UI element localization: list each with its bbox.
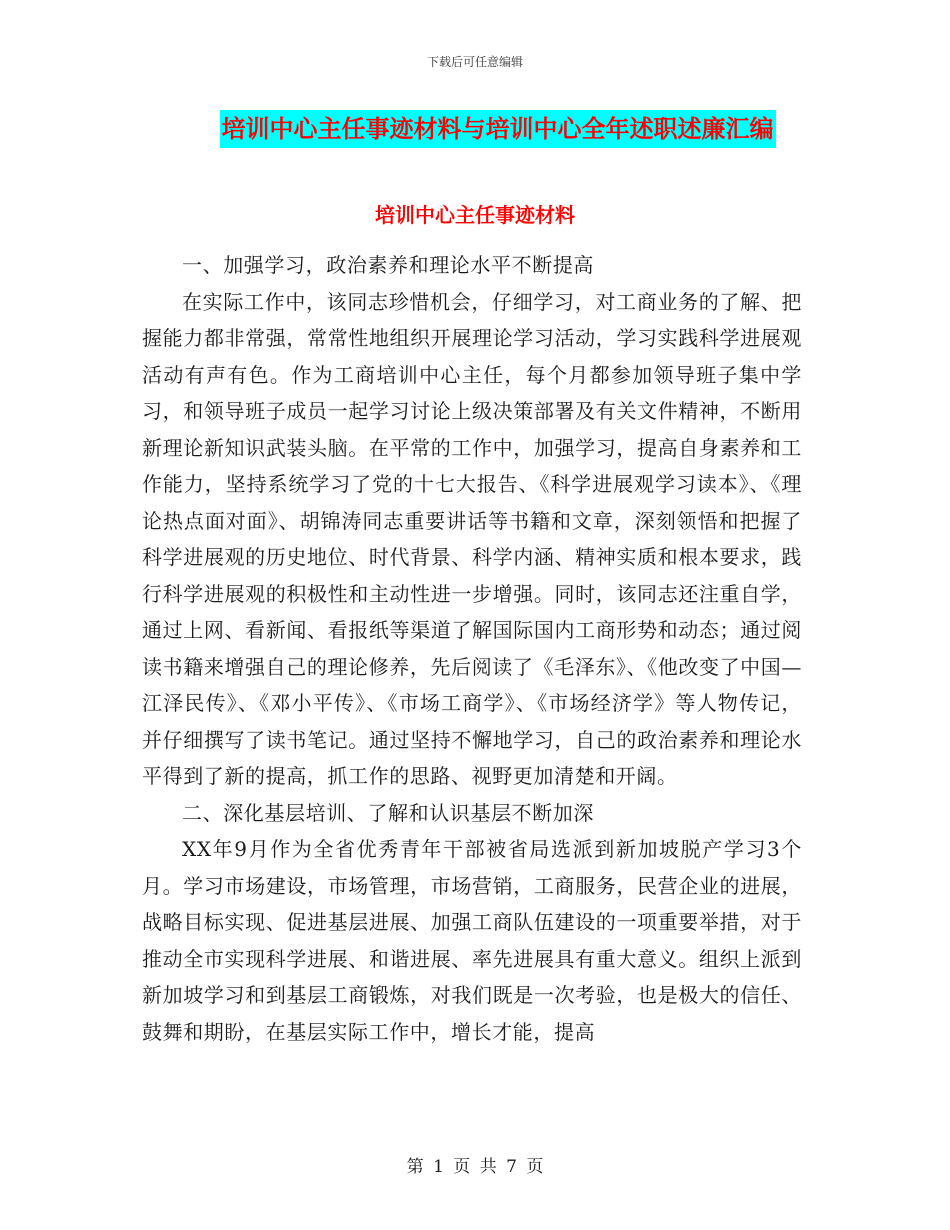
body-paragraph-2: XX年9月作为全省优秀青年干部被省局选派到新加坡脱产学习3个月。学习市场建设，市场管理，市场营销，工商服务，民营企业的进展，战略目标实现、促进基层进展、加强工商队伍建设的一项重要举措，对于推动全市实现科学进展、和谐进展、率先进展具有重大意义。组织上派到新加坡学习和到基层工商锻炼，对我们既是一次考验，也是极大的信任、鼓舞和期盼，在基层实际工作中，增长才能，提高 [142,837,802,1044]
body-paragraph-1: 在实际工作中，该同志珍惜机会，仔细学习，对工商业务的了解、把握能力都非常强，常常性地组织开展理论学习活动，学习实践科学进展观活动有声有色。作为工商培训中心主任，每个月都参加领导班子集中学习，和领导班子成员一起学习讨论上级决策部署及有关文件精神，不断用新理论新知识武装头脑。在平常的工作中，加强学习，提高自身素养和工作能力，坚持系统学习了党的十七大报告、《科学进展观学习读本》、《理论热点面对面》、胡锦涛同志重要讲话等书籍和文章，深刻领悟和把握了科学进展观的历史地位、时代背景、科学内涵、精神实质和根本要求，践行科学进展观的积极性和主动性进一步增强。同时，该同志还注重自学，通过上网、看新闻、看报纸等渠道了解国际国内工商形势和动态；通过阅读书籍来增强自己的理论修养，先后阅读了《毛泽东》、《他改变了中国—江泽民传》、《邓小平传》、《市场工商学》、《市场经济学》等人物传记，并仔细撰写了读书笔记。通过坚持不懈地学习，自己的政治素养和理论水平得到了新的提高，抓工作的思路、视野更加清楚和开阔。 [142,289,802,788]
document-sub-title: 培训中心主任事迹材料 [375,203,575,227]
section-heading-1: 一、加强学习，政治素养和理论水平不断提高 [182,253,594,277]
document-body [142,247,802,1050]
main-title-container [0,110,950,148]
page-number-footer: 第 1 页 共 7 页 [406,1157,544,1177]
section-heading-2: 二、深化基层培训、了解和认识基层不断加深 [182,800,594,825]
header-note: 下载后可任意编辑 [426,55,523,69]
document-main-title: 培训中心主任事迹材料与培训中心全年述职述廉汇编 [220,110,776,148]
